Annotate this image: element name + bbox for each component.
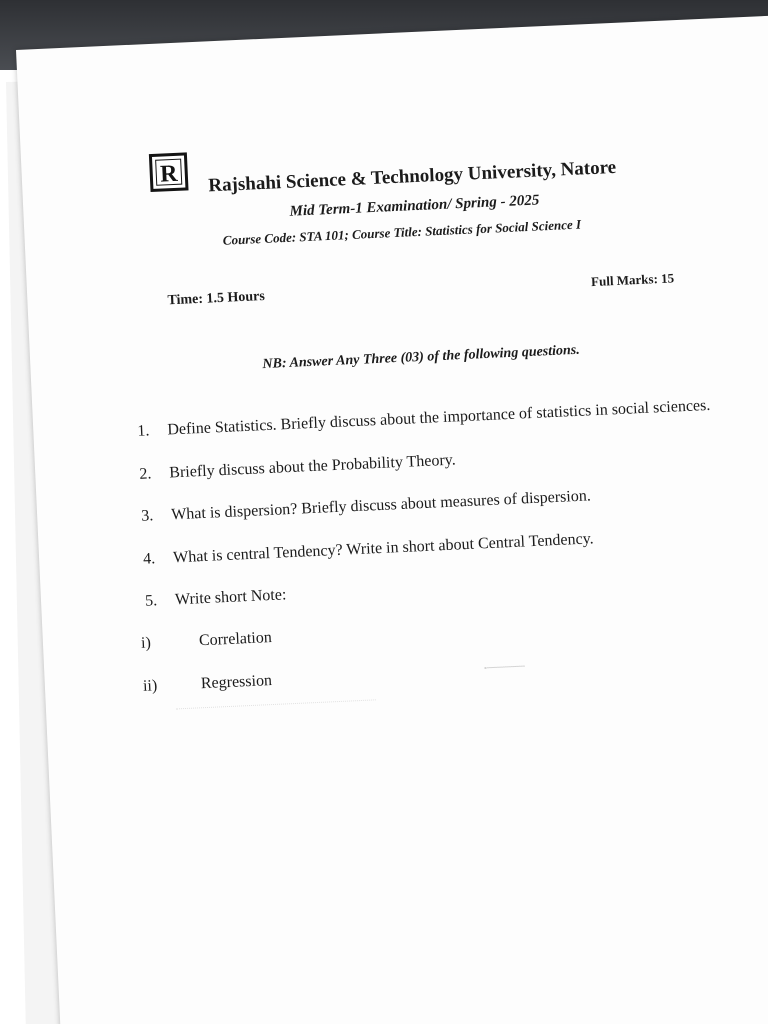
full-marks: Full Marks: 15 — [590, 270, 675, 290]
question-number: 5. — [144, 592, 158, 610]
question-number: 4. — [142, 550, 156, 568]
paper-content — [16, 15, 768, 1024]
logo-frame — [155, 159, 182, 186]
exam-paper — [16, 15, 768, 1024]
university-logo — [149, 152, 189, 192]
question-item — [145, 586, 287, 610]
question-number: 2. — [138, 465, 152, 483]
question-number: 3. — [140, 507, 154, 525]
exam-time: Time: 1.5 Hours — [167, 288, 266, 309]
question-text: Write short Note: — [174, 586, 287, 609]
course-info: Course Code: STA 101; Course Title: Statistics for Social Science I — [222, 216, 582, 248]
print-speck — [484, 666, 524, 671]
university-name: Rajshahi Science & Technology University, Natore — [207, 156, 617, 197]
question-text: Briefly discuss about the Probability Theory. — [168, 451, 457, 482]
question-item — [143, 530, 594, 568]
subitem-number: i) — [140, 634, 152, 652]
subitem-number: ii) — [142, 677, 158, 695]
subitem — [143, 672, 273, 696]
question-item — [141, 487, 591, 525]
question-item — [139, 451, 456, 483]
question-text: Define Statistics. Briefly discuss about the importance of statistics in social sciences. — [167, 396, 711, 439]
question-text: What is central Tendency? Write in short about Central Tendency. — [172, 530, 594, 567]
instruction-note: NB: Answer Any Three (03) of the following questions. — [262, 342, 581, 373]
subitem-text: Correlation — [198, 629, 273, 650]
print-speck — [176, 699, 376, 711]
question-item — [137, 397, 711, 441]
question-text: What is dispersion? Briefly discuss about measures of dispersion. — [170, 487, 592, 524]
subitem — [141, 629, 273, 653]
exam-title: Mid Term-1 Examination/ Spring - 2025 — [289, 192, 540, 220]
question-number: 1. — [137, 422, 150, 440]
subitem-text: Regression — [200, 672, 273, 693]
logo-letter: R — [159, 160, 179, 188]
